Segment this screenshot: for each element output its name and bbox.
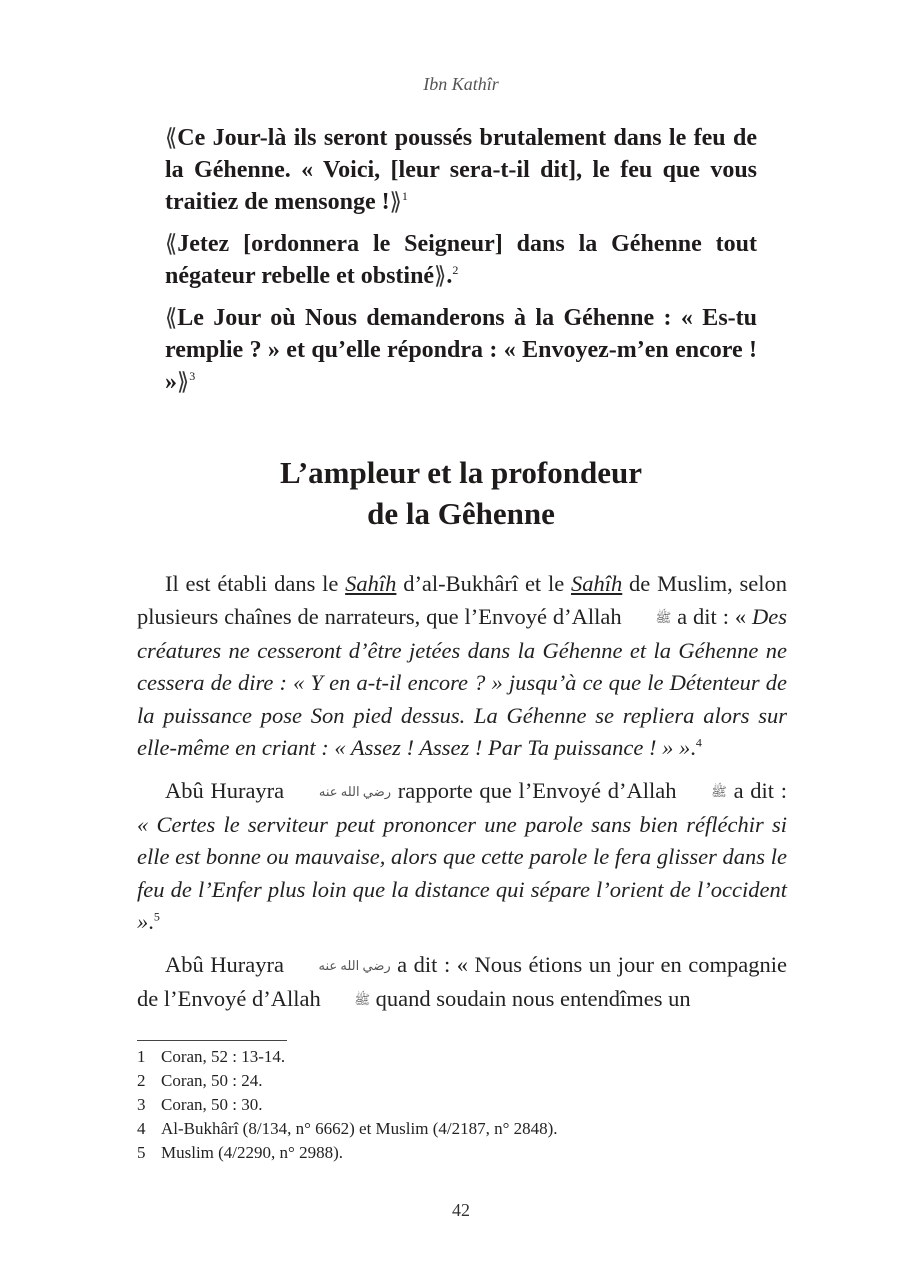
close-ornament-icon: ⟫ — [434, 261, 447, 290]
running-head: Ibn Kathîr — [423, 74, 499, 94]
footnote — [137, 1093, 787, 1117]
page-number: 42 — [452, 1200, 470, 1220]
footnote — [137, 1117, 787, 1141]
verse-2 — [165, 228, 757, 292]
quran-verses — [165, 122, 757, 408]
text: Il est établi dans le — [165, 571, 346, 596]
salawat-icon: ﷺ — [354, 992, 371, 1008]
verse-text: Jetez [ordonnera le Seigneur] dans la Géhenne tout négateur rebelle et obstiné — [165, 231, 757, 289]
footnote-number: 4 — [137, 1119, 146, 1138]
salawat-icon: ﷺ — [655, 610, 672, 626]
verse-punct: . — [446, 263, 453, 289]
text: Abû Hurayra — [165, 951, 291, 977]
verse-1 — [165, 122, 757, 218]
close-ornament-icon: ⟫ — [389, 187, 402, 216]
paragraph-2 — [137, 775, 787, 939]
text: d’al-Bukhârî et le — [396, 571, 571, 596]
footnote-number: 2 — [137, 1071, 146, 1090]
footnote-ref[interactable]: 1 — [401, 189, 408, 203]
footnote-ref[interactable]: 5 — [153, 909, 160, 924]
hadith-quote: « Certes le serviteur peut prononcer une parole sans bien réfléchir si elle est bonne ou mauvaise, alors que cette parole le fera glisser dans le feu de l’Enfer plus loin que la distance qui sépare l’orient de l’occident » — [137, 811, 787, 935]
verse-text: Ce Jour-là ils seront poussés brutalement dans le feu de la Géhenne. « Voici, [leur sera-t-il dit], le feu que vous traitiez de mensonge ! — [165, 125, 757, 215]
verse-text: Le Jour où Nous demanderons à la Géhenne : « Es-tu remplie ? » et qu’elle répondra : « Envoyez-m’en encore ! » — [165, 305, 757, 395]
text: a dit : « Nous étions un jour en compagnie de l’Envoyé d’Allah — [137, 951, 787, 1011]
body-text — [137, 568, 787, 1027]
footnote — [137, 1069, 787, 1093]
footnote-number: 1 — [137, 1047, 146, 1066]
open-ornament-icon: ⟪ — [165, 303, 178, 332]
text: rapporte que l’Envoyé d’Allah — [391, 777, 684, 803]
radiallahu-icon: رضي الله عنه — [318, 958, 391, 974]
footnote-number: 5 — [137, 1143, 146, 1162]
book-title: Sahîh — [571, 571, 623, 596]
footnote-ref[interactable]: 3 — [189, 369, 196, 383]
footnote-divider — [137, 1040, 287, 1041]
open-ornament-icon: ⟪ — [165, 229, 178, 258]
text: . — [690, 735, 696, 761]
paragraph-3 — [137, 949, 787, 1017]
radiallahu-icon: رضي الله عنه — [318, 784, 392, 800]
footnote-ref[interactable]: 4 — [695, 735, 702, 750]
footnote-text: Coran, 50 : 30. — [161, 1095, 263, 1114]
close-ornament-icon: ⟫ — [177, 367, 190, 396]
footnote-number: 3 — [137, 1095, 146, 1114]
text: Abû Hurayra — [165, 777, 291, 803]
footnote-text: Muslim (4/2290, n° 2988). — [161, 1143, 343, 1162]
section-title — [165, 452, 757, 534]
text: a dit : « — [671, 603, 752, 629]
text: quand soudain nous entendîmes un — [370, 985, 691, 1011]
footnote-ref[interactable]: 2 — [452, 263, 459, 277]
footnote — [137, 1141, 787, 1165]
text: . — [148, 909, 154, 935]
text: de Muslim, selon plusieurs chaînes de narrateurs, que l’Envoyé d’Allah — [137, 571, 788, 629]
verse-3 — [165, 302, 757, 398]
footnote-text: Coran, 50 : 24. — [161, 1071, 263, 1090]
footnotes — [137, 1045, 787, 1165]
footnote-text: Coran, 52 : 13-14. — [161, 1047, 286, 1066]
text: a dit : — [726, 777, 787, 803]
footnote-text: Al-Bukhârî (8/134, n° 6662) et Muslim (4/2187, n° 2848). — [161, 1119, 558, 1138]
section-title-line-2: de la Gêhenne — [367, 496, 555, 531]
paragraph-1 — [137, 568, 787, 765]
footnote — [137, 1045, 787, 1069]
hadith-quote: Des créatures ne cesseront d’être jetées dans la Géhenne et la Géhenne ne cessera de dire : « Y en a-t-il encore ? » jusqu’à ce que le Détenteur de la puissance pose Son pied dessus. La Géhenne se repliera alors sur elle-même en criant : « Assez ! Assez ! Par Ta puissance ! » » — [137, 603, 787, 761]
book-title: Sahîh — [345, 571, 397, 596]
open-ornament-icon: ⟪ — [165, 123, 178, 152]
section-title-line-1: L’ampleur et la profondeur — [280, 455, 642, 490]
salawat-icon: ﷺ — [711, 784, 727, 800]
